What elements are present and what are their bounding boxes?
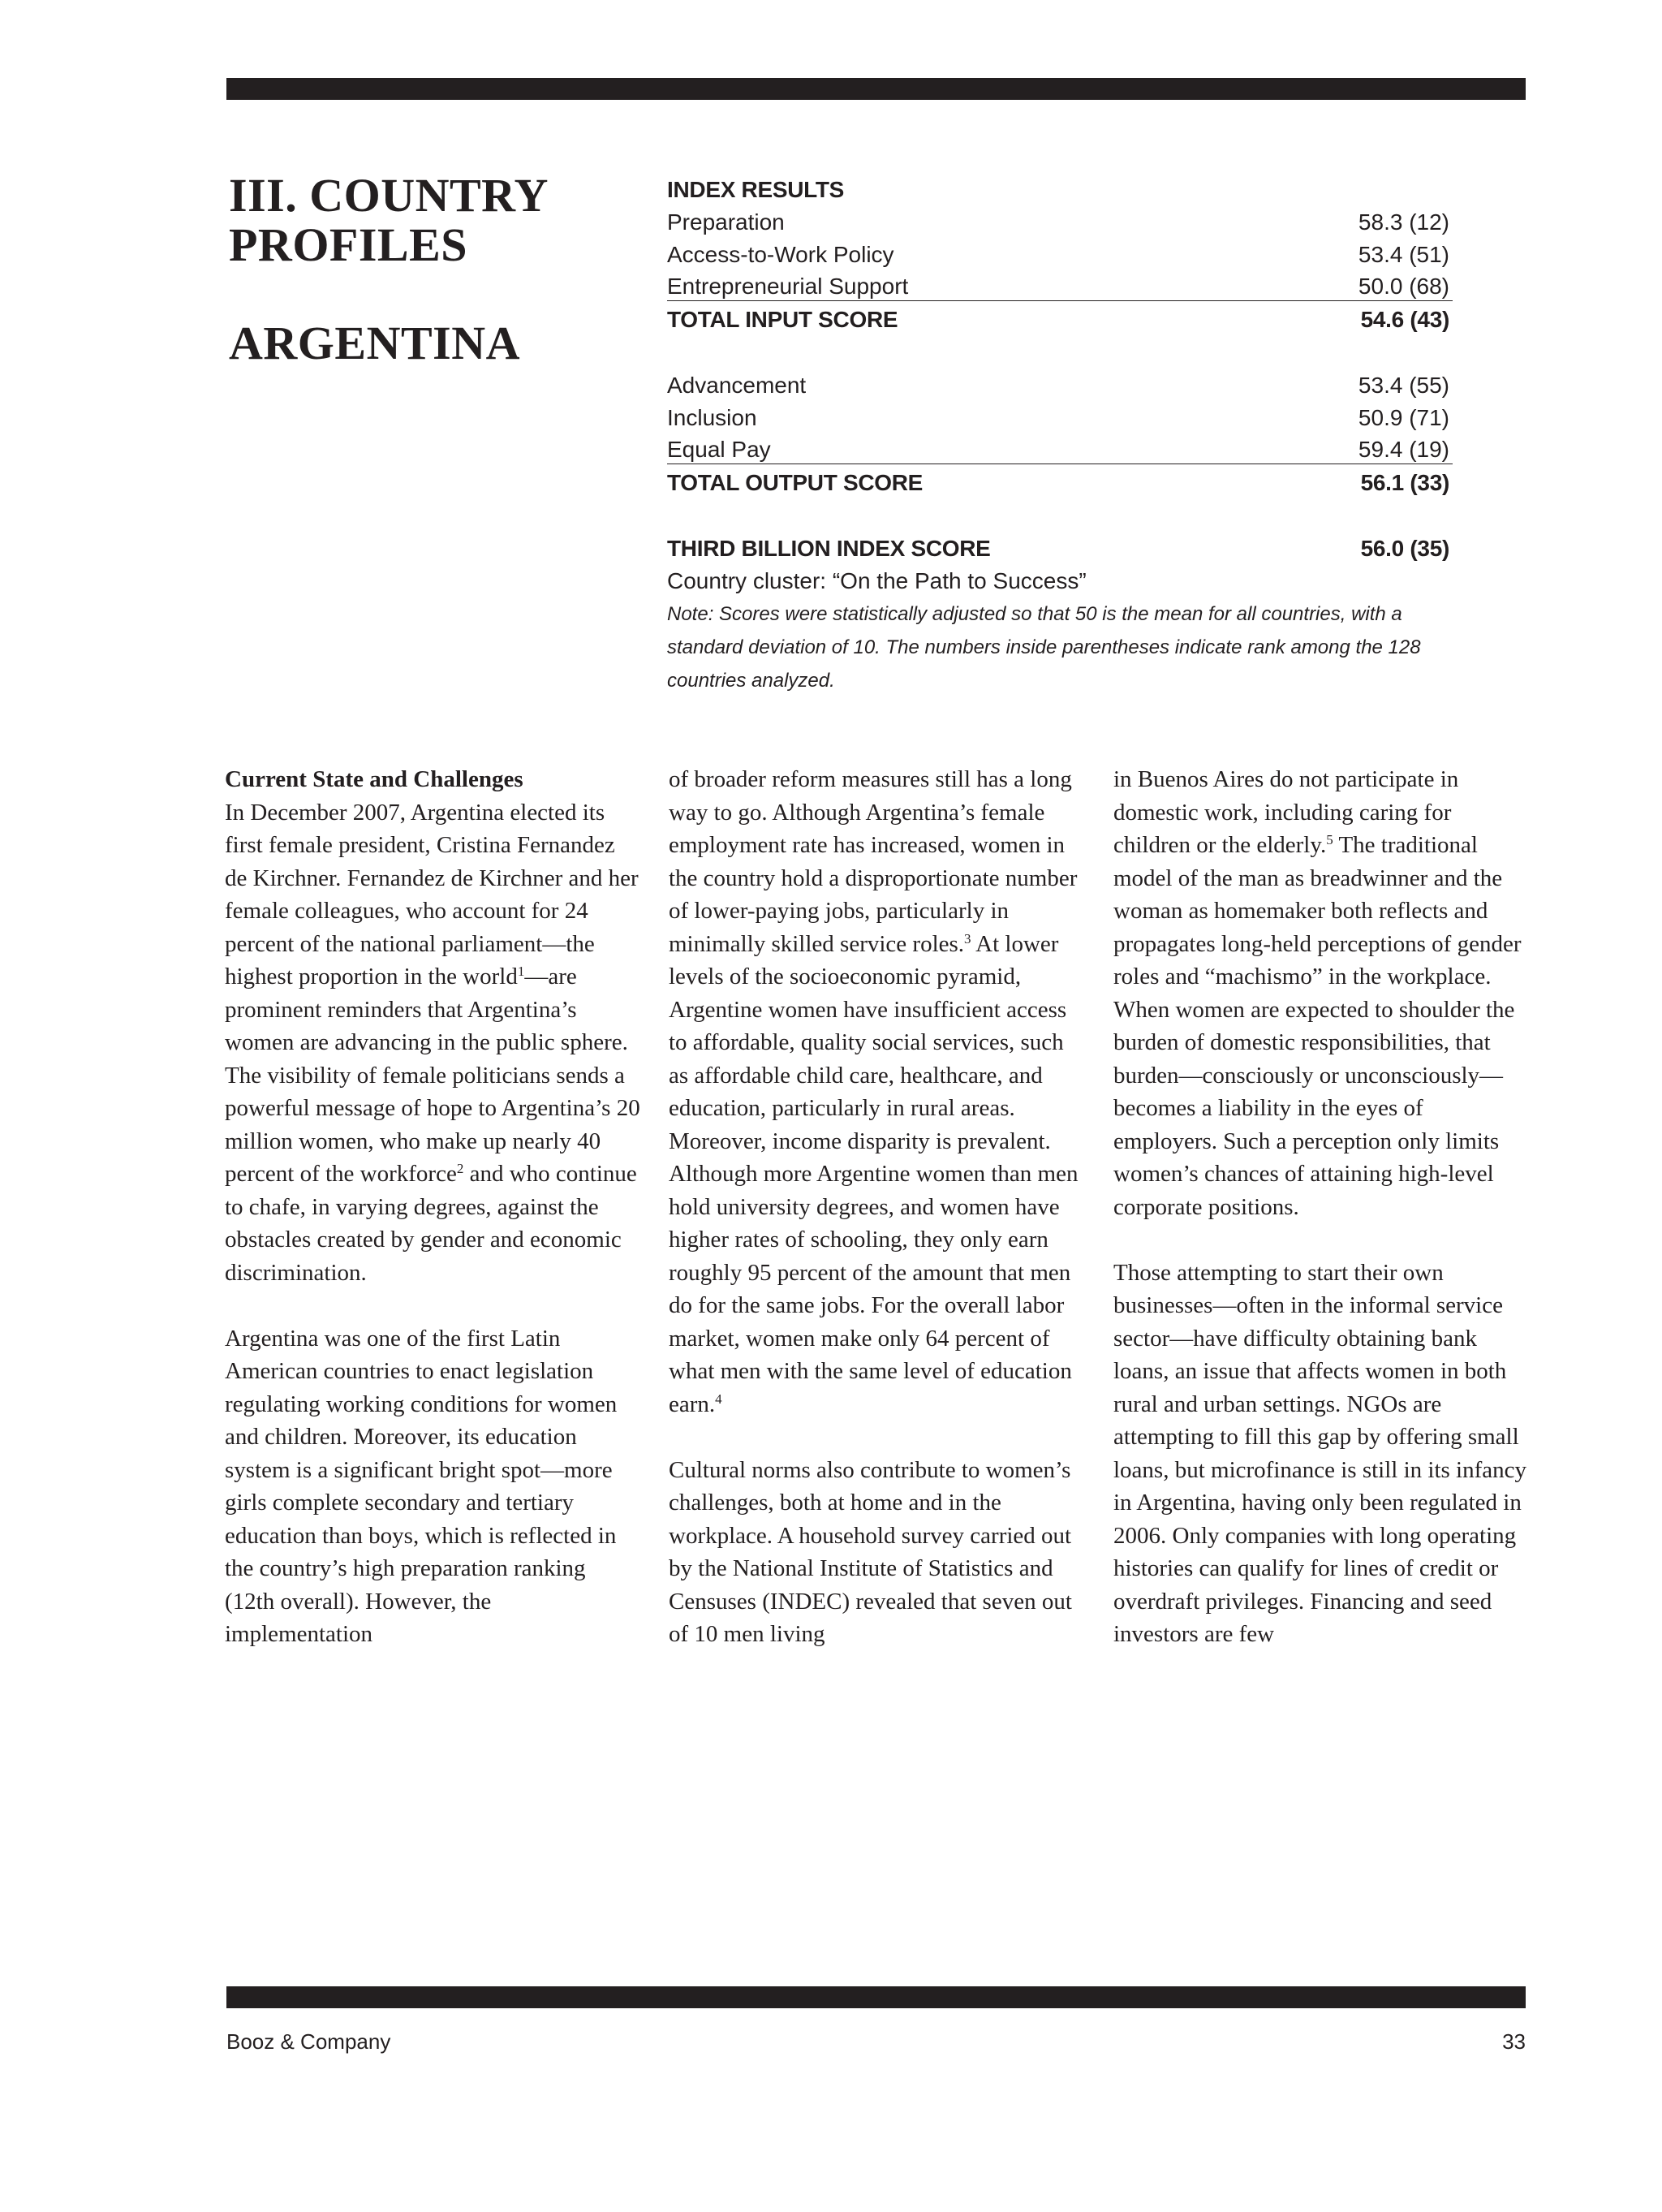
text-column-2 bbox=[669, 763, 1084, 1651]
score-label: Advancement bbox=[667, 373, 807, 398]
paragraph: Cultural norms also contribute to women’s challenges, both at home and in the workplace. A household survey carried out by the National Institute of Statistics and Censuses (INDEC) revealed that seven out of 10 men living bbox=[669, 1456, 1072, 1647]
index-score-value: 56.0 (35) bbox=[1360, 536, 1449, 561]
text-column-1 bbox=[225, 763, 640, 1651]
score-label: Preparation bbox=[667, 209, 785, 235]
score-value: 53.4 (55) bbox=[1358, 373, 1449, 398]
paragraph: Argentina was one of the first Latin American countries to enact legislation regulating working conditions for women and children. Moreover, its education system is a significant bright spot—more girls complete secondary and tertiary education than boys, which is reflected in the country’s high preparation ranking (12th overall). However, the implementation bbox=[225, 1325, 618, 1647]
bottom-rule bbox=[226, 1986, 1526, 2008]
total-label: TOTAL INPUT SCORE bbox=[667, 307, 898, 332]
score-row bbox=[667, 239, 1453, 271]
index-results-table bbox=[667, 174, 1453, 697]
section-title: III. COUNTRY PROFILES bbox=[229, 169, 547, 271]
index-results-title: INDEX RESULTS bbox=[667, 177, 845, 202]
score-note: Note: Scores were statistically adjusted so that 50 is the mean for all countries, with a standard deviation of 10. The numbers inside parentheses indicate rank among the 128 countries analyzed. bbox=[667, 603, 1421, 692]
score-row bbox=[667, 402, 1453, 434]
score-label: Access-to-Work Policy bbox=[667, 242, 894, 267]
score-label: Entrepreneurial Support bbox=[667, 274, 909, 299]
country-title: ARGENTINA bbox=[229, 317, 520, 369]
footnote-ref: 3 bbox=[964, 930, 971, 946]
score-row bbox=[667, 434, 1453, 464]
score-row bbox=[667, 206, 1453, 239]
text-column-3 bbox=[1113, 763, 1529, 1651]
total-input-row bbox=[667, 304, 1453, 336]
paragraph: of broader reform measures still has a long way to go. Although Argentina’s female employment rate has increased, women in the country hold a disproportionate number of lower-paying jobs, particularly in minimally skilled service roles.$^3$ At lower levels of the socioeconomic pyramid, Argentine women have insufficient access to affordable, quality social services, such as affordable child care, healthcare, and education, particularly in rural areas. Moreover, income disparity is prevalent. Although more Argentine women than men hold university degrees, and women have higher rates of schooling, they only earn roughly 95 percent of the amount that men do for the same jobs. For the overall labor market, women make only 64 percent of what men with the same level of education earn.$^4$ bbox=[669, 766, 1079, 1417]
score-row bbox=[667, 369, 1453, 402]
subheading: Current State and Challenges bbox=[225, 766, 523, 792]
total-value: 54.6 (43) bbox=[1360, 307, 1449, 332]
total-output-row bbox=[667, 467, 1453, 499]
total-label: TOTAL OUTPUT SCORE bbox=[667, 470, 924, 495]
score-value: 58.3 (12) bbox=[1358, 209, 1449, 235]
paragraph: In December 2007, Argentina elected its first female president, Cristina Fernandez de Kirchner. Fernandez de Kirchner and her female colleagues, who account for 24 percent of the national parliament—the highest proportion in the world$^1$—are prominent reminders that Argentina’s women are advancing in the public sphere. The visibility of female politicians sends a powerful message of hope to Argentina’s 20 million women, who make up nearly 40 percent of the workforce$^2$ and who continue to chafe, in varying degrees, against the obstacles created by gender and economic discrimination. bbox=[225, 799, 640, 1286]
score-value: 59.4 (19) bbox=[1358, 437, 1449, 462]
score-value: 50.9 (71) bbox=[1358, 405, 1449, 430]
footnote-ref: 4 bbox=[715, 1391, 722, 1407]
paragraph: Those attempting to start their own businesses—often in the informal service sector—have difficulty obtaining bank loans, an issue that affects women in both rural and urban settings. NGOs are attempting to fill this gap by offering small loans, but microfinance is still in its infancy in Argentina, having only been regulated in 2006. Only companies with long operating histories can qualify for lines of credit or overdraft privileges. Financing and seed investors are few bbox=[1113, 1259, 1527, 1647]
score-row bbox=[667, 271, 1453, 301]
index-score-row bbox=[667, 533, 1453, 565]
country-cluster: Country cluster: “On the Path to Success” bbox=[667, 568, 1087, 593]
page-number: 33 bbox=[1502, 2029, 1526, 2054]
score-value: 53.4 (51) bbox=[1358, 242, 1449, 267]
score-label: Equal Pay bbox=[667, 437, 771, 462]
score-label: Inclusion bbox=[667, 405, 757, 430]
top-rule bbox=[226, 78, 1526, 100]
score-value: 50.0 (68) bbox=[1358, 274, 1449, 299]
footnote-ref: 1 bbox=[517, 964, 525, 979]
paragraph: in Buenos Aires do not participate in domestic work, including caring for children or the elderly.$^5$ The traditional model of the man as breadwinner and the woman as homemaker both reflects and propagates long-held perceptions of gender roles and “machismo” in the workplace. When women are expected to shoulder the burden of domestic responsibilities, that burden—consciously or unconsciously—becomes a liability in the eyes of employers. Such a perception only limits women’s chances of attaining high-level corporate positions. bbox=[1113, 766, 1522, 1220]
index-score-label: THIRD BILLION INDEX SCORE bbox=[667, 536, 991, 561]
footnote-ref: 2 bbox=[456, 1161, 464, 1176]
footnote-ref: 5 bbox=[1326, 832, 1333, 847]
total-value: 56.1 (33) bbox=[1360, 470, 1449, 495]
section-heading bbox=[229, 170, 618, 368]
footer-publisher: Booz & Company bbox=[226, 2029, 391, 2054]
